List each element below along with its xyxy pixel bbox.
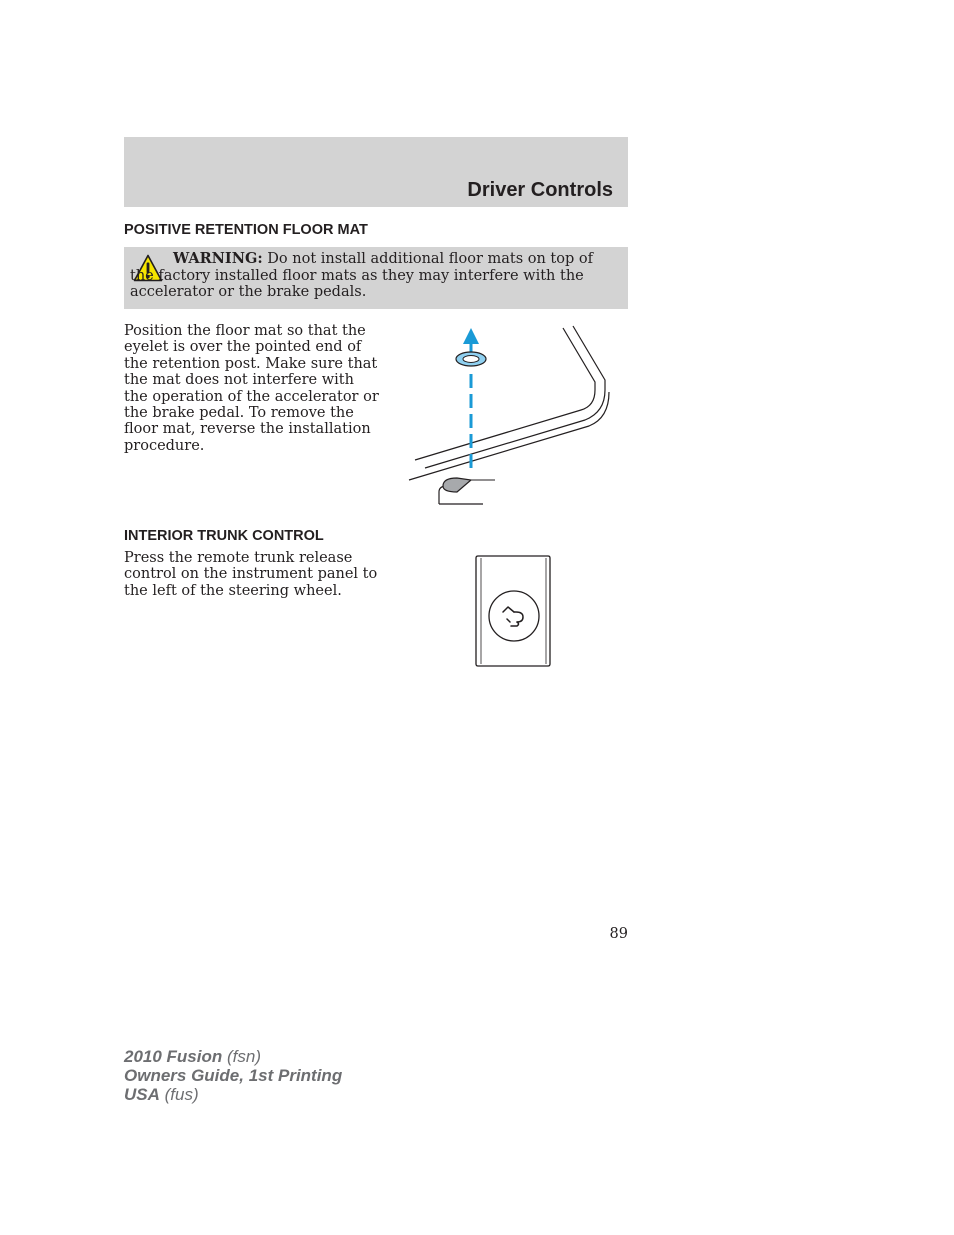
heading-positive-retention-floor-mat: POSITIVE RETENTION FLOOR MAT (124, 222, 368, 238)
warning-text (130, 251, 600, 301)
mat-edge-lower (409, 392, 609, 480)
header-band (124, 137, 628, 207)
trunk-control-instructions: Press the remote trunk release control on the instrument panel to the left of the steering wheel. (124, 550, 378, 599)
warning-message: Do not install additional floor mats on top of the factory installed floor mats as they may interfere with the accelerator or the brake pedals. (130, 251, 593, 300)
warning-box (124, 247, 628, 309)
footer-line-2: Owners Guide, 1st Printing (124, 1066, 343, 1085)
page-title: Driver Controls (467, 179, 613, 201)
heading-interior-trunk-control: INTERIOR TRUNK CONTROL (124, 528, 324, 544)
retention-post-icon (443, 478, 471, 492)
page-number: 89 (609, 926, 628, 942)
trunk-release-button-illustration (474, 554, 552, 668)
warning-label: WARNING: (173, 250, 263, 267)
up-arrow-icon (463, 328, 479, 344)
mat-edge-inner (425, 326, 605, 468)
footer-line-3: USA (fus) (124, 1085, 199, 1104)
trunk-release-button (489, 591, 539, 641)
mat-edge-outer (415, 328, 595, 460)
floor-mat-instructions: Position the floor mat so that the eyelet is over the pointed end of the retention post. Make sure that the mat does not interfere with the operation of the accelerator or the brake pedal. To remove the floor mat, reverse the installation procedure. (124, 323, 379, 454)
footer-edition-info (124, 1047, 342, 1104)
footer-line-1: 2010 Fusion (fsn) (124, 1047, 261, 1066)
floor-mat-illustration (405, 322, 615, 512)
